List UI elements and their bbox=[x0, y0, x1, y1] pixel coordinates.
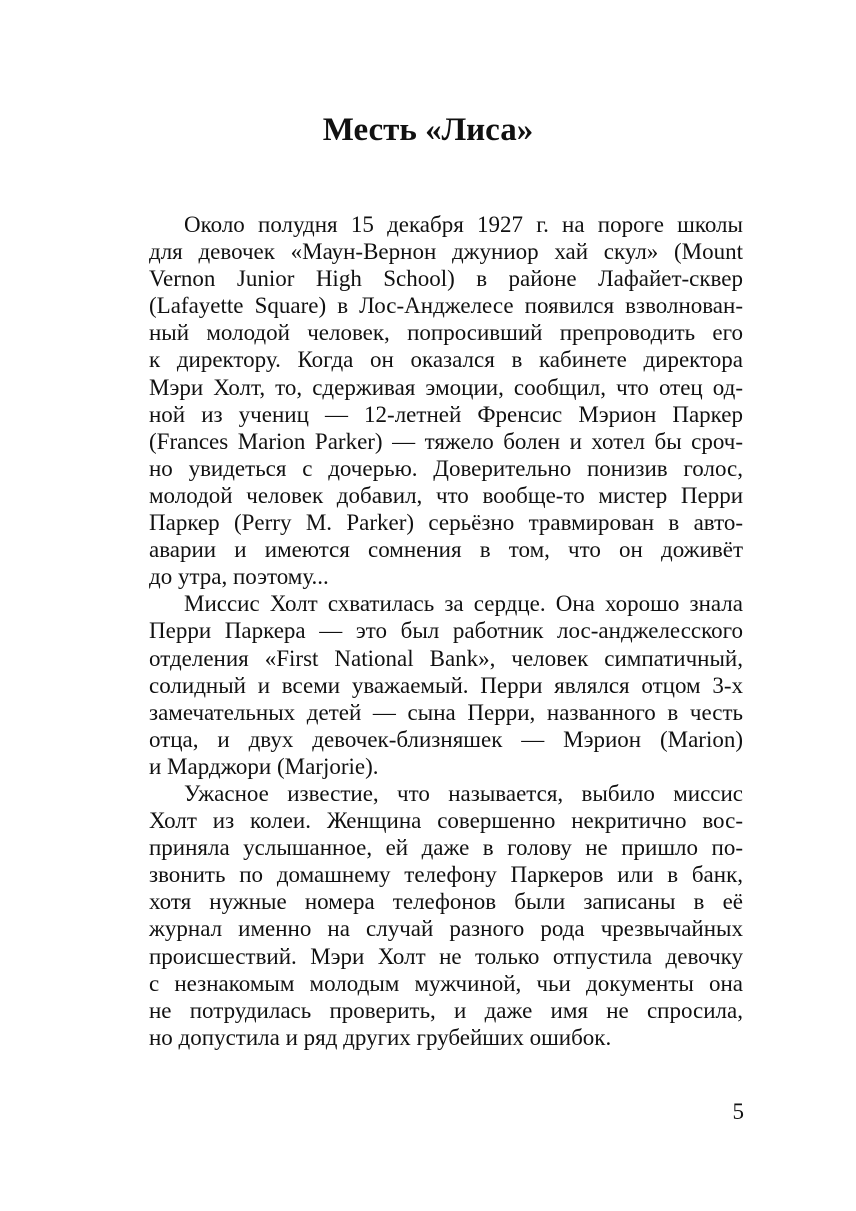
text-line: но увидеться с дочерью. Доверительно понизив голос, bbox=[149, 455, 743, 481]
text-line: Vernon Junior High School) в районе Лафайет-сквер bbox=[149, 266, 743, 292]
text-line: для девочек «Маун-Вернон джуниор хай скул» (Mount bbox=[149, 239, 743, 265]
text-line: происшествий. Мэри Холт не только отпустила девочку bbox=[149, 943, 743, 969]
text-line: аварии и имеются сомнения в том, что он доживёт bbox=[149, 537, 743, 563]
text-line: и Марджори (Marjorie). bbox=[149, 753, 379, 779]
text-line: Перри Паркера — это был работник лос-анджелесского bbox=[149, 618, 743, 644]
chapter-body bbox=[149, 211, 743, 1051]
text-line: Около полудня 15 декабря 1927 г. на пороге школы bbox=[184, 212, 743, 237]
text-line: но допустила и ряд других грубейших ошибок. bbox=[149, 1024, 612, 1050]
text-line: (Lafayette Square) в Лос-Анджелесе появился взволнован- bbox=[149, 293, 743, 319]
chapter-title: Месть «Лиса» bbox=[322, 112, 534, 148]
text-line: (Frances Marion Parker) — тяжело болен и хотел бы сроч- bbox=[149, 428, 743, 454]
text-line: звонить по домашнему телефону Паркеров или в банк, bbox=[149, 862, 743, 888]
text-line: Мэри Холт, то, сдерживая эмоции, сообщил, что отец од- bbox=[149, 374, 743, 400]
text-line: Миссис Холт схватилась за сердце. Она хорошо знала bbox=[184, 591, 743, 617]
text-line: Ужасное известие, что называется, выбило миссис bbox=[184, 780, 743, 806]
text-line: отделения «First National Bank», человек симпатичный, bbox=[149, 645, 743, 671]
text-line: до утра, поэтому... bbox=[149, 564, 329, 590]
text-line: Холт из колеи. Женщина совершенно некритично вос- bbox=[149, 808, 743, 834]
text-line: к директору. Когда он оказался в кабинете директора bbox=[149, 347, 743, 373]
page-number: 5 bbox=[732, 1099, 744, 1124]
text-line: приняла услышанное, ей даже в голову не пришло по- bbox=[149, 835, 743, 861]
paragraph-2 bbox=[149, 590, 743, 780]
paragraph-3 bbox=[149, 780, 743, 1051]
text-line: хотя нужные номера телефонов были записаны в её bbox=[149, 889, 743, 915]
text-line: солидный и всеми уважаемый. Перри являлся отцом 3-х bbox=[149, 672, 743, 698]
text-line: журнал именно на случай разного рода чрезвычайных bbox=[149, 916, 743, 942]
text-line: ный молодой человек, попросивший препроводить его bbox=[149, 320, 743, 346]
paragraph-1 bbox=[149, 211, 743, 590]
text-line: замечательных детей — сына Перри, названного в честь bbox=[149, 699, 743, 725]
text-line: отца, и двух девочек-близняшек — Мэрион (Marion) bbox=[149, 726, 743, 752]
text-line: молодой человек добавил, что вообще-то мистер Перри bbox=[149, 482, 743, 508]
text-line: ной из учениц — 12-летней Френсис Мэрион Паркер bbox=[149, 401, 743, 427]
text-line: с незнакомым молодым мужчиной, чьи документы она bbox=[149, 970, 743, 996]
text-line: Паркер (Perry M. Parker) серьёзно травмирован в авто- bbox=[149, 510, 743, 536]
text-line: не потрудилась проверить, и даже имя не спросила, bbox=[149, 997, 743, 1023]
